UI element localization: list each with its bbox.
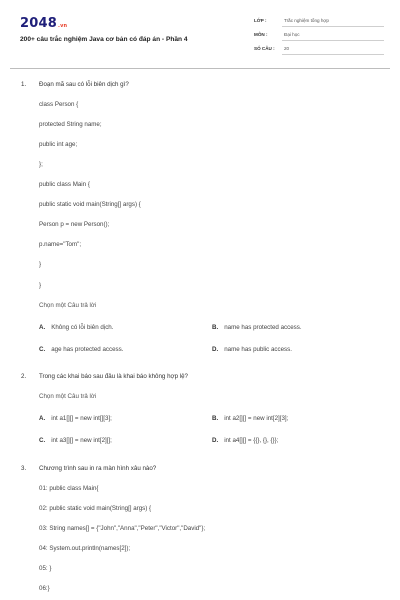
meta-class-value: Trắc nghiệm tổng hợp — [284, 18, 329, 23]
question-3-code-line: 03: String names[] = {"John","Anna","Peter","Victor","David"}; — [39, 525, 206, 532]
question-1-code-line: } — [39, 261, 42, 268]
logo-text: 2048 — [20, 16, 57, 31]
question-2-option-b[interactable] — [212, 415, 288, 422]
question-1-code-line: protected String name; — [39, 121, 102, 128]
question-1-code-line: }; — [39, 161, 43, 168]
question-2-option-c[interactable] — [39, 437, 112, 444]
question-1-code-line: } — [39, 282, 42, 289]
option-text: name has protected access. — [224, 324, 302, 331]
logo-domain: .vn — [57, 23, 68, 29]
option-text: int a1[][] = new int[][3]; — [51, 415, 112, 422]
question-2-option-a[interactable] — [39, 415, 112, 422]
question-1-answer-prompt: Chọn một Câu trả lời — [39, 302, 97, 309]
question-3-code-line: 05: } — [39, 565, 52, 572]
question-2-number: 2. — [21, 373, 27, 380]
option-letter: D. — [212, 437, 219, 444]
meta-count-label: SỐ CÂU : — [254, 46, 275, 51]
meta-class-label: LỚP : — [254, 18, 267, 23]
option-letter: A. — [39, 415, 46, 422]
option-letter: C. — [39, 346, 46, 353]
option-letter: D. — [212, 346, 219, 353]
question-1-code-line: class Person { — [39, 101, 79, 108]
question-3-code-line: 06:} — [39, 585, 50, 592]
question-3-text: Chương trình sau in ra màn hình xâu nào? — [39, 465, 157, 472]
meta-subject-label: MÔN : — [254, 32, 268, 37]
question-3-code-line: 02: public static void main(String[] args) { — [39, 505, 152, 512]
question-1-code-line: public int age; — [39, 141, 78, 148]
meta-count-value: 20 — [284, 46, 290, 51]
question-1-code-line: public class Main { — [39, 181, 90, 188]
question-1-option-b[interactable] — [212, 324, 302, 331]
question-1-code-line: p.name="Tom"; — [39, 241, 82, 248]
option-text: name has public access. — [224, 346, 292, 353]
option-text: int a3[][] = new int[2][]; — [51, 437, 112, 444]
question-1-code-line: Person p = new Person(); — [39, 221, 110, 228]
question-2-answer-prompt: Chọn một Câu trả lời — [39, 393, 97, 400]
question-3-code-line: 01: public class Main{ — [39, 485, 99, 492]
question-2-text: Trong các khai báo sau đâu là khai báo không hợp lệ? — [39, 373, 188, 380]
option-letter: B. — [212, 415, 219, 422]
meta-subject-value: Đại học — [284, 32, 300, 37]
question-1-option-d[interactable] — [212, 346, 292, 353]
option-letter: A. — [39, 324, 46, 331]
option-letter: B. — [212, 324, 219, 331]
option-text: Không có lỗi biên dịch. — [51, 324, 114, 331]
option-letter: C. — [39, 437, 46, 444]
question-3-number: 3. — [21, 465, 27, 472]
option-text: int a2[][] = new int[2][3]; — [224, 415, 289, 422]
question-1-text: Đoạn mã sau có lỗi biên dịch gì? — [39, 81, 129, 88]
question-3-code-line: 04: System.out.println(names[2]); — [39, 545, 131, 552]
document-title: 200+ câu trắc nghiệm Java cơ bản có đáp án - Phần 4 — [20, 36, 188, 43]
option-text: age has protected access. — [51, 346, 124, 353]
question-1-option-c[interactable] — [39, 346, 123, 353]
question-1-number: 1. — [21, 81, 27, 88]
option-text: int a4[][] = {{}, {}, {}}; — [224, 437, 279, 444]
question-2-option-d[interactable] — [212, 437, 278, 444]
question-1-code-line: public static void main(String[] args) { — [39, 201, 141, 208]
question-1-option-a[interactable] — [39, 324, 113, 331]
